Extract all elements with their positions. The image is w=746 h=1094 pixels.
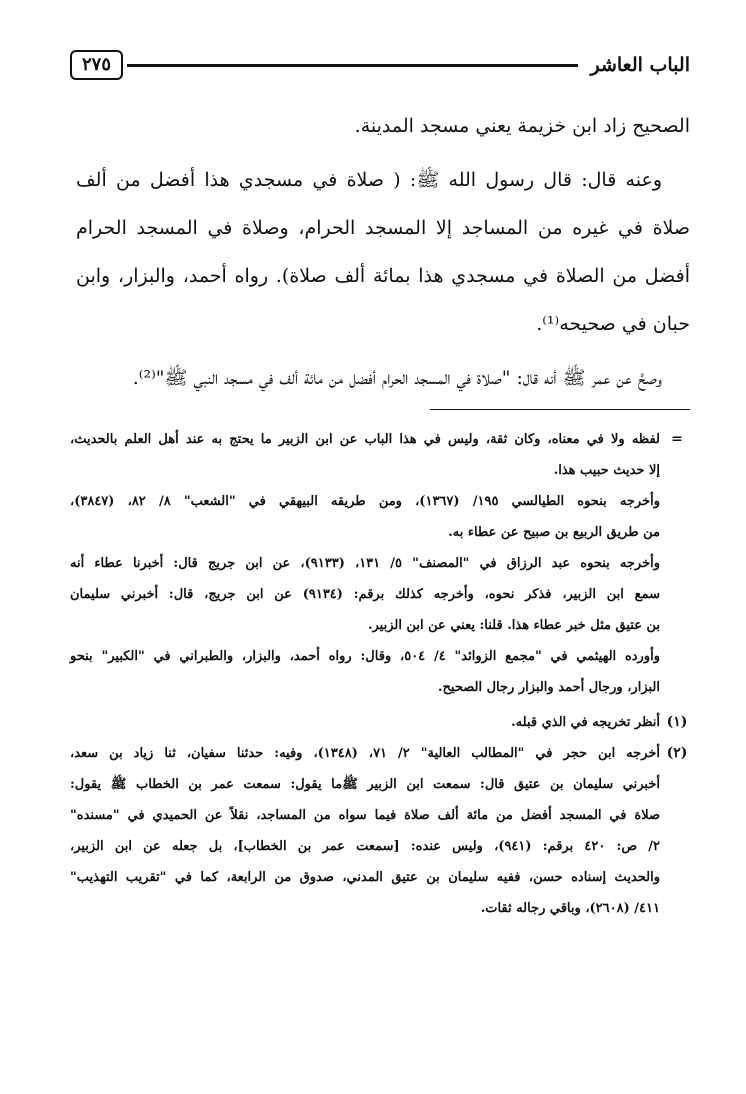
footnote-line: ٤١١/ (٢٦٠٨)، وباقي رجاله ثقات.: [480, 901, 660, 916]
footnotes: [70, 424, 694, 924]
footnote-1: [70, 707, 694, 738]
footnote-line: أخبرني سليمان بن عتيق قال: سمعت ابن الزبير ﷺما يقول: سمعت عمر بن الخطاب ﷺ يقول:: [70, 777, 660, 792]
footnote-line: والحديث إسناده حسن، ففيه سليمان بن عتيق المدني، صدوق من الرابعة، كما في "تقريب التهذيب": [70, 870, 660, 885]
chapter-title: الباب العاشر: [590, 54, 690, 76]
main-paragraph: وصحَّ عن عمر ﷺ أنه قال: "صلاة في المسجد الحرام أفضل من مائة ألف في مسجد النبي ﷺ"⁽²⁾.: [132, 367, 662, 389]
footnote-line: أخرجه ابن حجر في "المطالب العالية" ٢/ ٧١، (١٣٤٨)، وفيه: حدثنا سفيان، ثنا زياد بن سعد،: [70, 746, 660, 761]
footnote-line: ٢/ ص: ٤٢٠ برقم: (٩٤١)، وليس عنده: [سمعت عمر بن الخطاب]، بل جعله عن ابن الزبير،: [70, 839, 660, 854]
footnote-line: وأخرجه بنحوه الطيالسي ١٩٥/ (١٣٦٧)، ومن طريقه البيهقي في "الشعب" ٨/ ٨٢، (٣٨٤٧)،: [70, 494, 661, 509]
footnote-2: [70, 738, 694, 924]
footnote-line: وأورده الهيثمي في "مجمع الزوائد" ٤/ ٥٠٤، وقال: رواه أحمد، والبزار، والطبراني في "الكبير" بنحو: [70, 649, 661, 664]
footnote-line: وأخرجه بنحوه عبد الرزاق في "المصنف" ٥/ ١٣١، (٩١٣٣)، عن ابن جريج قال: أخبرنا عطاء أنه: [70, 556, 660, 571]
footnote-line: صلاة في المسجد أفضل من مائة ألف صلاة فيما سواه من المساجد، نقلاً عن الحميدي في "مسنده": [70, 808, 660, 823]
footnote-line: إلا حديث حبيب هذا.: [553, 463, 660, 478]
page-number: ٢٧٥: [70, 50, 123, 80]
main-paragraph: وعنه قال: قال رسول الله ﷺ: ( صلاة في مسجدي هذا أفضل من ألف صلاة في غيره من المساجد إلا المسجد الحرام، وصلاة في المسجد الحرام أفضل من الصلاة في مسجدي هذا بمائة ألف صلاة). رواه أحمد، والبزار، وابن حبان في صحيحه⁽¹⁾.: [76, 169, 690, 335]
footnote-mark: (٢): [666, 745, 688, 761]
main-paragraph: الصحيح زاد ابن خزيمة يعني مسجد المدينة.: [354, 115, 690, 137]
footnote-mark: =: [671, 431, 683, 447]
main-text: [76, 102, 690, 402]
footnote-line: سمع ابن الزبير، فذكر نحوه، وأخرجه كذلك برقم: (٩١٣٤) عن ابن جريج، قال: أخبرني سليمان: [70, 587, 661, 602]
footnote-continued: [70, 424, 694, 703]
page-header: [70, 48, 690, 82]
footnote-line: من طريق الربيع بن صبيح عن عطاء به.: [448, 525, 660, 540]
footnote-line: البزار، ورجال أحمد والبزار رجال الصحيح.: [437, 680, 660, 695]
header-rule: [127, 64, 578, 67]
footnote-separator: [430, 409, 690, 410]
footnote-mark: (١): [666, 714, 688, 730]
footnote-line: بن عتيق مثل خبر عطاء هذا. قلنا: يعني عن ابن الزبير.: [367, 618, 660, 633]
footnote-line: لفظه ولا في معناه، وكان ثقة، وليس في هذا الباب عن ابن الزبير ما يحتج به عند أهل العلم بالحديث،: [70, 432, 660, 447]
footnote-line: أنظر تخريجه في الذي قبله.: [511, 715, 660, 730]
